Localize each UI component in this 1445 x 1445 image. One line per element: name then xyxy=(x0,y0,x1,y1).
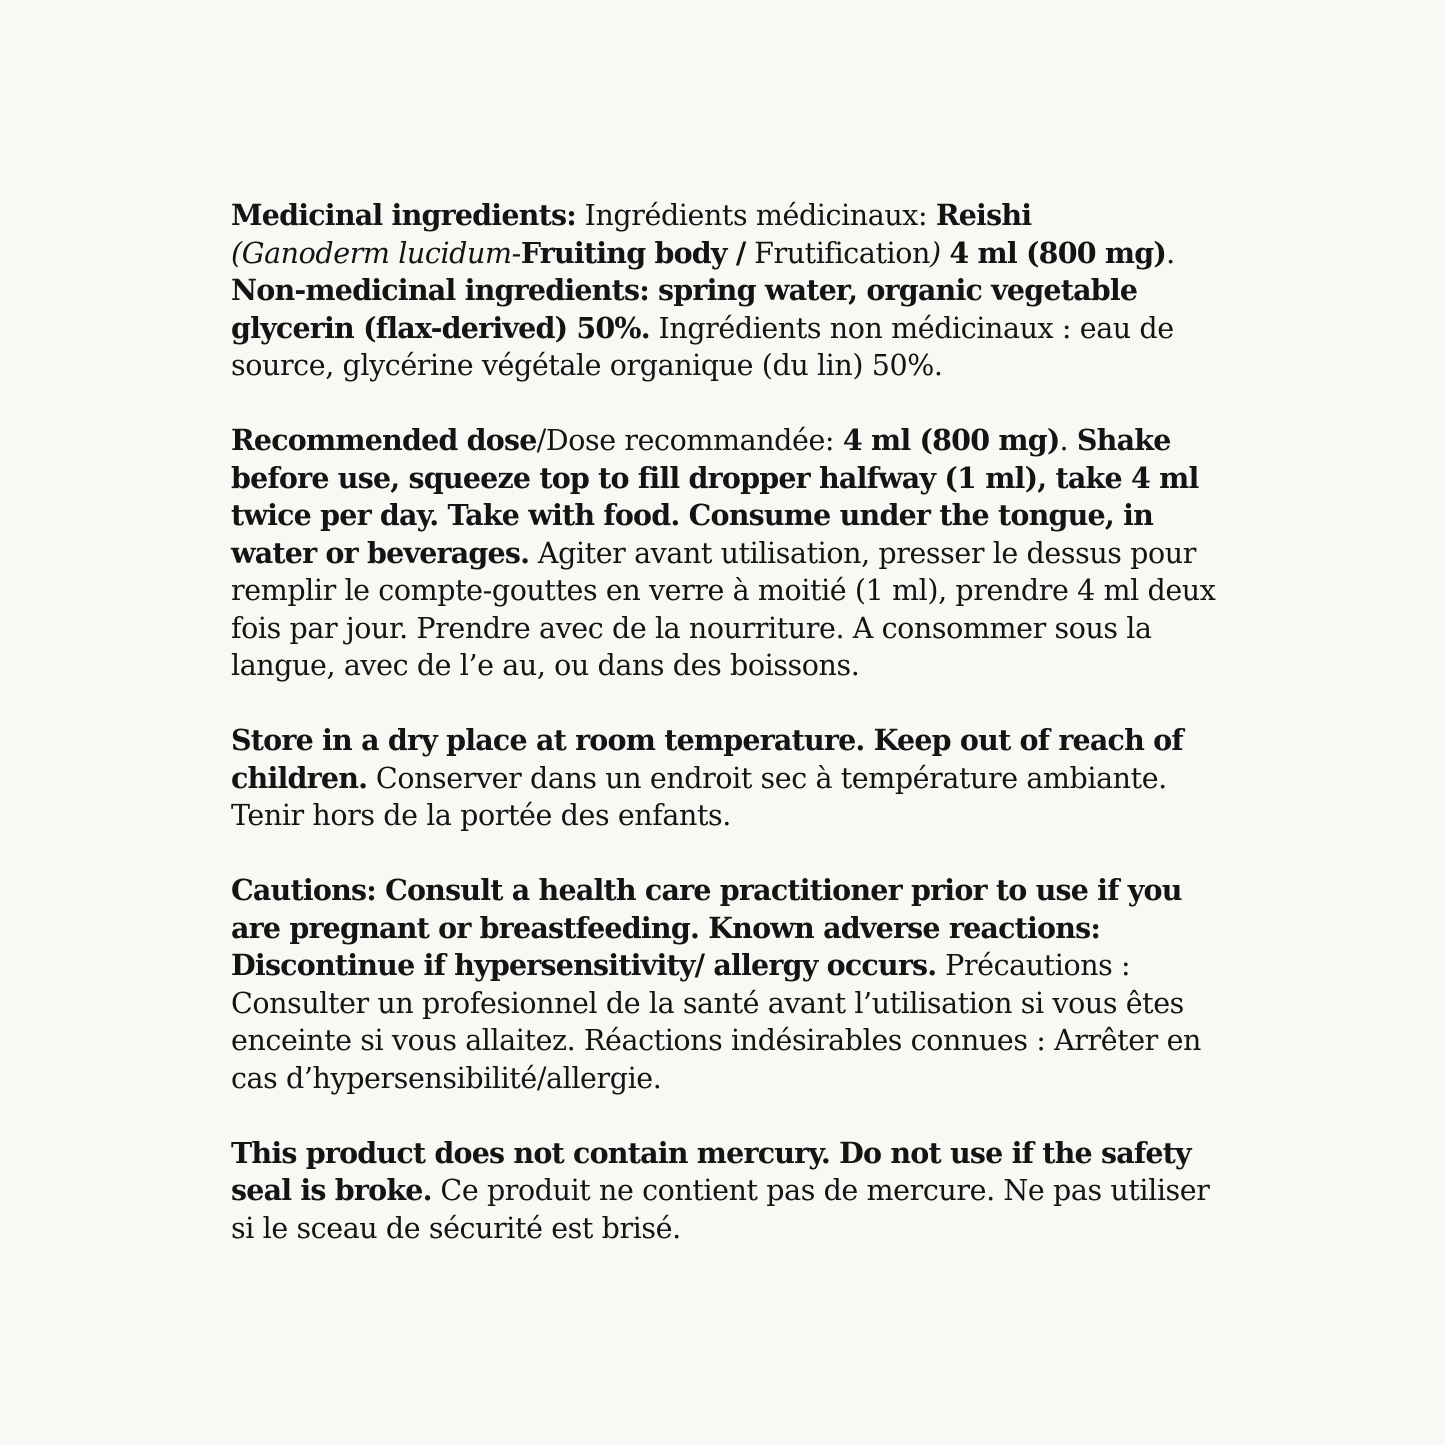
dose-amount-period: . xyxy=(1059,424,1069,457)
medicinal-ingredients-heading: Medicinal ingredients: xyxy=(231,198,576,232)
safety-text-en: This product does not contain mercury. Do not use if the safety seal is broke. xyxy=(231,1135,1191,1207)
nonmedicinal-ingredients-fr: Ingrédients non médicinaux : eau de source, glycérine végétale organique (du lin) 50%. xyxy=(231,311,1174,382)
dose-heading: Recommended dose xyxy=(231,423,537,457)
dose-directions-fr: Agiter avant utilisation, presser le dessus pour remplir le compte-gouttes en verre à moitié (1 ml), prendre 4 ml deux fois par jour. Prendre avec de la nourriture. A consommer sous la langue, avec de l’e au, ou dans des boissons. xyxy=(231,536,1216,682)
medicinal-amount-period: . xyxy=(1166,236,1175,270)
latin-name: (Ganoderm lucidum- xyxy=(231,236,521,270)
plant-part-fr: Frutification xyxy=(754,236,930,270)
storage-text-en: Store in a dry place at room temperature. Keep out of reach of children. xyxy=(231,723,1183,795)
cautions-text-en: Cautions: Consult a health care practitioner prior to use if you are pregnant or breastfeeding. Known adverse reactions: Discontinue if hypersensitivity/ allergy occurs. xyxy=(231,873,1182,982)
cautions-text-fr: Précautions : Consulter un profesionnel de la santé avant l’utilisation si vous êtes enceinte si vous allaitez. Réactions indésirables connues : Arrêter en cas d’hypersensibilité/allergie. xyxy=(231,949,1201,1095)
storage-section xyxy=(231,722,1221,835)
safety-text-fr: Ce produit ne contient pas de mercure. Ne pas utiliser si le sceau de sécurité est brisé. xyxy=(231,1174,1210,1245)
dose-directions-en: Shake before use, squeeze top to fill dropper halfway (1 ml), take 4 ml twice per day. Take with food. Consume under the tongue, in water or beverages. xyxy=(231,423,1199,570)
latin-name-close: ) xyxy=(929,236,941,270)
herb-name: Reishi xyxy=(935,198,1032,232)
nonmedicinal-ingredients-en: Non-medicinal ingredients: spring water, organic vegetable glycerin (flax-derived) 50%. xyxy=(231,273,1138,345)
cautions-section xyxy=(231,872,1221,1097)
dose-section xyxy=(231,422,1221,685)
dose-amount: 4 ml (800 mg) xyxy=(842,423,1060,457)
dose-heading-fr: /Dose recommandée: xyxy=(536,424,835,457)
ingredients-section xyxy=(231,197,1221,385)
medicinal-amount: 4 ml (800 mg) xyxy=(949,235,1167,270)
storage-text-fr: Conserver dans un endroit sec à température ambiante. Tenir hors de la portée des enfants. xyxy=(231,761,1167,832)
plant-part-en: Fruiting body / xyxy=(520,235,746,270)
medicinal-ingredients-heading-fr: Ingrédients médicinaux: xyxy=(584,199,928,232)
safety-section xyxy=(231,1135,1221,1248)
product-label-text xyxy=(231,197,1221,1285)
